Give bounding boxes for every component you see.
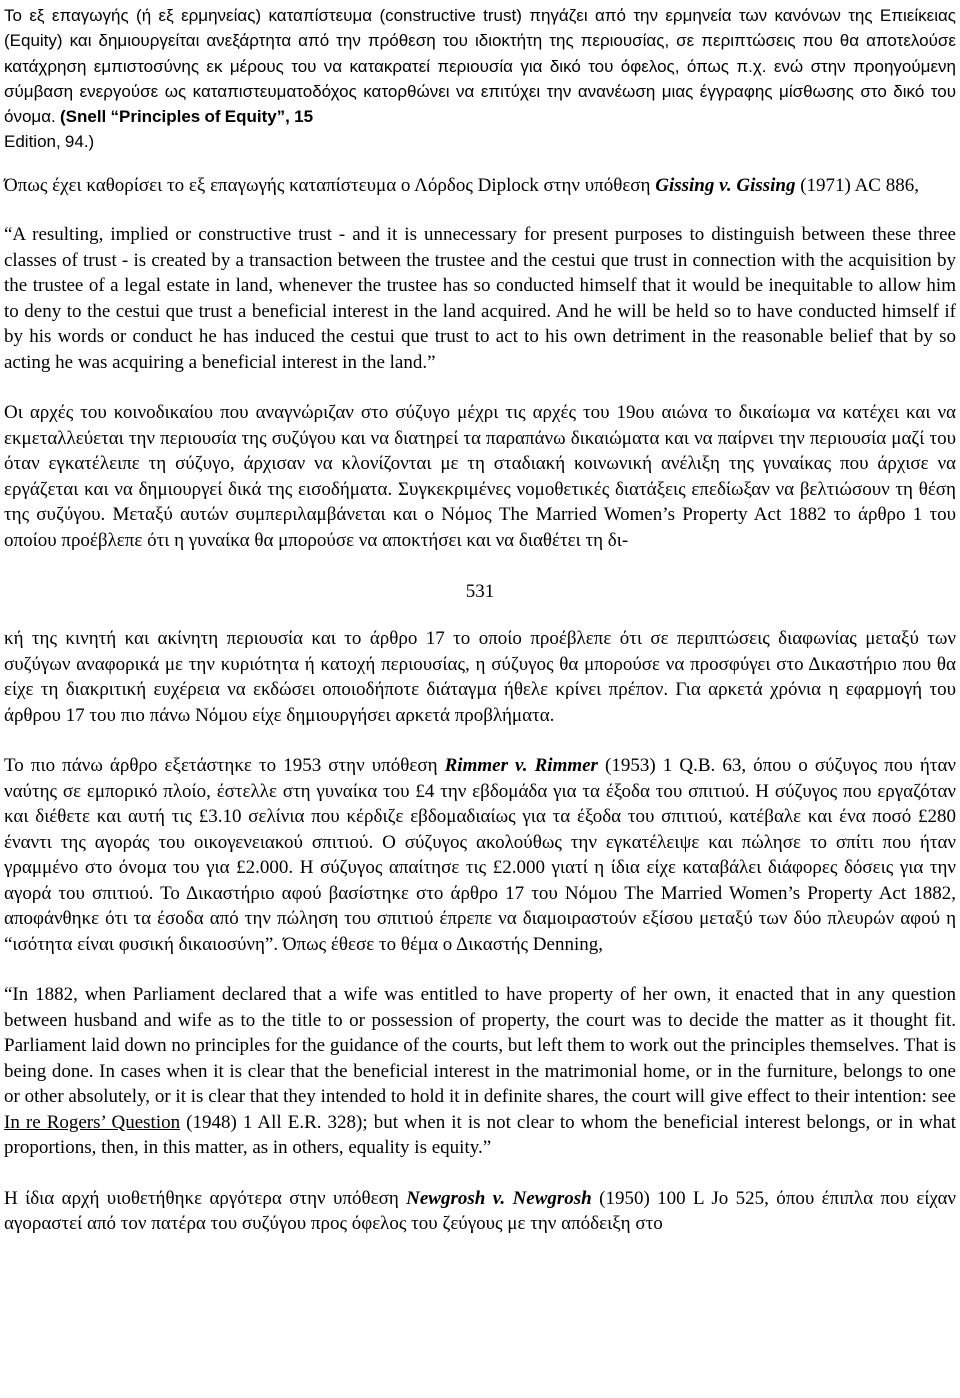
quote-denning	[4, 982, 956, 1161]
case-rimmer: Rimmer v. Rimmer	[444, 755, 598, 777]
snell-citation: (Snell “Principles of Equity”, 15	[59, 107, 314, 127]
paragraph-diplock	[4, 173, 956, 199]
quote-diplock: “A resulting, implied or constructive trust - and it is unnecessary for present purposes to distinguish between these three classes of trust - is created by a transaction between the trustee and the cestui que trust in connection with the acquisition by the trustee of a legal estate in land, whenever the trustee has so conducted himself that it would be inequitable to allow him to deny to the cestui que trust a beneficial interest in the land acquired. And he will be held so to have conducted himself if by his words or conduct he has induced the cestui que trust to act to his own detriment in the reasonable belief that by so acting he was acquiring a beneficial interest in the land.”	[4, 224, 956, 373]
paragraph-text: Το εξ επαγωγής (ή εξ ερμηνείας) καταπίστευμα (constructive trust) πηγάζει από την ερμηνεία των κανόνων της Επιείκειας (Equity) και δημιουργείται ανεξάρτητα από την πρόθεση του ιδιοκτήτη της περιουσίας, σε περιπτώσεις που θα αποτελούσε κατάχρηση εμπιστοσύνης εκ μέρους του να κατακρατεί περιουσία για δικό του όφελος, όπως π.χ. ενώ στην προηγούμενη σύμβαση ενεργούσε ως καταπιστευματοδόχος κατορθώνει να επιτύχει την ανανέωση μιας έγγραφης μίσθωσης στο δικό του όνομα.	[4, 6, 956, 127]
paragraph-text: Το πιο πάνω άρθρο εξετάστηκε το 1953 στην υπόθεση	[4, 755, 445, 777]
quote-text: “In 1882, when Parliament declared that a wife was entitled to have property of her own, it enacted that in any question between husband and wife as to the title to or possession of property, the court was to decide the matter as it thought fit. Parliament laid down no principles for the guidance of the courts, but left them to work out the principles themselves. That is being done. In cases when it is clear that the beneficial interest in the matrimonial home, or in the furniture, belongs to one or other absolutely, or it is clear that they intended to hold it in definite shares, the court will give effect to their intention: see	[4, 984, 956, 1108]
paragraph-tail: (1971) AC 886,	[795, 174, 919, 196]
paragraph-common-law: Οι αρχές του κοινοδικαίου που αναγνώριζαν στο σύζυγο μέχρι τις αρχές του 19ου αιώνα το δικαίωμα να κατέχει και να εκμεταλλεύεται την περιουσία της συζύγου και να διατηρεί τα παραπάνω δικαιώματα και να παίρνει την περιουσία μαζί του όταν εγκατέλειπε τη σύζυγο, άρχισαν να κλονίζονται με τη σταδιακή κοινωνική ανέλιξη της γυναίκας που άρχισε να εργάζεται και να δημιουργεί δικά της εισοδήματα. Συγκεκριμένες νομοθετικές διατάξεις επεδίωξαν να βελτιώσουν τη θέση της συζύγου. Μεταξύ αυτών συμπεριλαμβάνεται και ο Νόμος The Married Women’s Property Act 1882 το άρθρο 1 του οποίου προέβλεπε ότι η γυναίκα θα μπορούσε να αποκτήσει και να διαθέτει τη δι-	[4, 402, 956, 551]
paragraph-tail: (1953) 1 Q.B. 63, όπου ο σύζυγος που ήταν ναύτης σε εμπορικό πλοίο, έστελλε στη γυναίκα του £4 την εβδομάδα για τα έξοδα του σπιτιού. Η σύζυγος που εργαζόταν και διέθετε και αυτή τις £3.10 σελίνια που κέρδιζε εβδομαδιαίως για τα έξοδα του σπιτιού, κατέβαλε και ένα ποσό £280 έναντι της αγοράς του οικογενειακού σπιτιού. Ο σύζυγος ακολούθως την εγκατέλειψε και πώλησε το σπίτι που ήταν γραμμένο στο όνομα του για £2.000. Η σύζυγος απαίτησε τις £2.000 γιατί η ίδια είχε καταβάλει διάφορες δόσεις για την αγορά του σπιτιού. Το Δικαστήριο αφού βασίστηκε στο άρθρο 17 του Νόμου The Married Women’s Property Act 1882, αποφάνθηκε ότι τα έσοδα από την πώληση του σπιτιού έπρεπε να διαμοιραστούν εξίσου μεταξύ των δύο πλευρών αφού η “ισότητα είναι φυσική δικαιοσύνη”. Όπως έθεσε το θέμα ο Δικαστής Denning,	[4, 755, 956, 955]
paragraph-text: Όπως έχει καθορίσει το εξ επαγωγής καταπίστευμα ο Λόρδος Diplock στην υπόθεση	[4, 174, 656, 196]
snell-citation-tail: Edition, 94.)	[4, 132, 95, 152]
paragraph-newgrosh	[4, 1186, 956, 1237]
paragraph-constructive-trust	[4, 0, 956, 155]
paragraph-article-17: κή της κινητή και ακίνητη περιουσία και το άρθρο 17 το οποίο προέβλεπε ότι σε περιπτώσεις διαφωνίας μεταξύ των συζύγων αναφορικά με την κυριότητα ή κατοχή περιουσίας, η σύζυγος θα μπορούσε να προσφύγει στο Δικαστήριο που θα είχε τη διακριτική ευχέρεια να εκδώσει οποιοδήποτε διάταγμα ήθελε κρίνει πρέπον. Για αρκετά χρόνια η εφαρμογή του άρθρου 17 του πιο πάνω Νόμου είχε δημιουργήσει αρκετά προβλήματα.	[4, 628, 956, 726]
quote-tail: (1948) 1 All E.R. 328); but when it is not clear to whom the beneficial interest belongs, or in what proportions, then, in this matter, as in others, equality is equity.”	[4, 1111, 957, 1159]
page-number: 531	[465, 581, 495, 603]
case-newgrosh: Newgrosh v. Newgrosh	[406, 1187, 592, 1209]
case-rogers-link[interactable]: In re Rogers’ Question	[4, 1111, 181, 1133]
paragraph-rimmer	[4, 753, 956, 957]
case-gissing: Gissing v. Gissing	[655, 174, 796, 196]
paragraph-text: Η ίδια αρχή υιοθετήθηκε αργότερα στην υπόθεση	[4, 1187, 407, 1209]
paragraph-tail: (1950) 100 L Jo 525, όπου έπιπλα που είχαν αγοραστεί από τον πατέρα του συζύγου προς όφελος του ζεύγους με την απόδειξη στο	[4, 1187, 956, 1235]
